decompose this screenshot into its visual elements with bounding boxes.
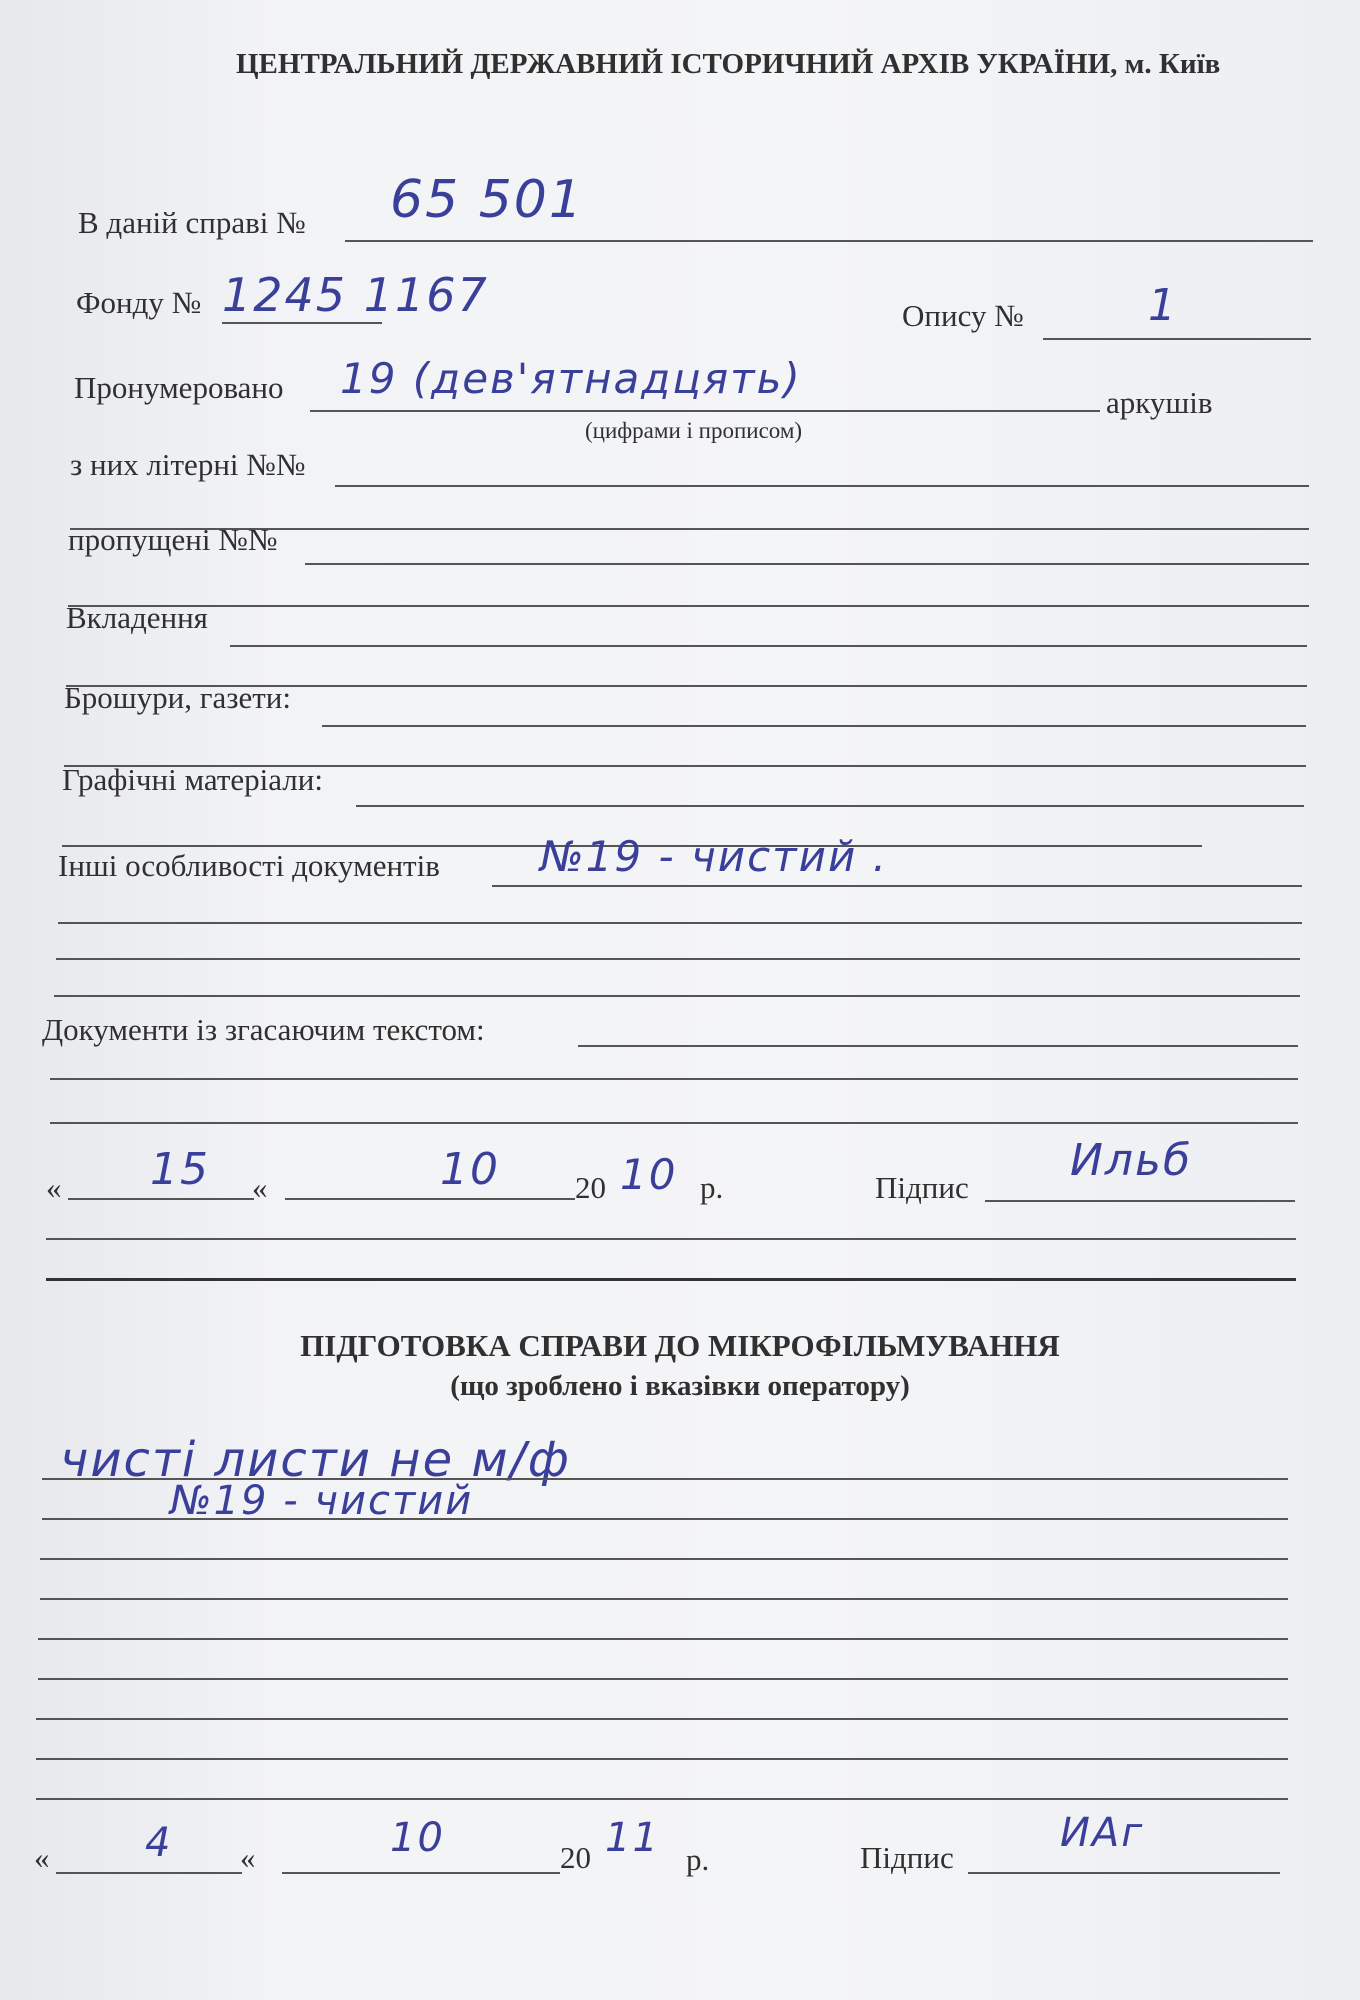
other-features-value: №19 - чистий . (540, 832, 888, 881)
date1-month-value: 10 (440, 1144, 500, 1195)
archive-header: ЦЕНТРАЛЬНИЙ ДЕРЖАВНИЙ ІСТОРИЧНИЙ АРХІВ УКРАЇНИ, м. Київ (236, 48, 1221, 80)
skipped-numbers-line (305, 563, 1309, 565)
fund-number-value: 1245 1167 (222, 268, 489, 322)
microfilm-section-subtitle: (що зроблено і вказівки оператору) (450, 1370, 910, 1402)
other-features-line (492, 885, 1302, 887)
other-features-line-2 (58, 922, 1302, 924)
numbered-label: Пронумеровано (74, 370, 284, 405)
signature2-value: ИАг (1060, 1810, 1145, 1856)
date1-close-quote: « (252, 1170, 268, 1205)
signature2-line (968, 1872, 1280, 1874)
microfilm-line-2 (42, 1518, 1288, 1520)
skipped-numbers-line-2 (68, 605, 1309, 607)
signature2-label: Підпис (860, 1840, 954, 1875)
date2-year-value: 11 (605, 1815, 660, 1861)
other-features-label: Інші особливості документів (58, 848, 440, 883)
date2-close-quote: « (240, 1840, 256, 1875)
date1-bottom-line (46, 1238, 1296, 1240)
case-number-line (345, 240, 1313, 242)
inventory-number-value: 1 (1148, 280, 1178, 331)
fading-text-label: Документи із згасаючим текстом: (42, 1012, 485, 1047)
microfilm-note-line1: чисті листи не м/ф (60, 1432, 571, 1488)
letter-numbers-label: з них літерні №№ (70, 447, 306, 482)
sheets-unit-label: аркушів (1106, 385, 1213, 420)
date2-year-prefix: 20 (560, 1840, 591, 1875)
microfilm-line-6 (38, 1678, 1288, 1680)
other-features-line-4 (54, 995, 1300, 997)
fund-number-label: Фонду № (76, 285, 202, 320)
brochures-line (322, 725, 1306, 727)
microfilm-note-line2: №19 - чистий (170, 1478, 474, 1524)
date1-day-value: 15 (150, 1144, 210, 1195)
signature1-value: Ильб (1070, 1135, 1193, 1186)
case-number-label: В даній справі № (78, 205, 306, 240)
fading-text-line-2 (50, 1078, 1298, 1080)
date1-day-line (68, 1198, 254, 1200)
date2-month-value: 10 (390, 1815, 445, 1861)
graphic-materials-label: Графічні матеріали: (62, 762, 323, 797)
attachments-line (230, 645, 1307, 647)
microfilm-line-4 (40, 1598, 1288, 1600)
date1-year-abbr: р. (700, 1170, 724, 1205)
fading-text-line-3 (50, 1122, 1298, 1124)
fading-text-line (578, 1045, 1298, 1047)
attachments-label: Вкладення (66, 600, 208, 635)
microfilm-line-8 (36, 1758, 1288, 1760)
graphic-materials-line (356, 805, 1304, 807)
date2-month-line (282, 1872, 560, 1874)
date2-day-value: 4 (145, 1820, 173, 1866)
date1-year-value: 10 (620, 1150, 678, 1199)
microfilm-line-7 (36, 1718, 1288, 1720)
numbered-value: 19 (дев'ятнадцять) (340, 354, 802, 403)
numbered-line (310, 410, 1100, 412)
brochures-label: Брошури, газети: (64, 680, 291, 715)
microfilm-line-5 (38, 1638, 1288, 1640)
microfilm-line-1 (42, 1478, 1288, 1480)
date1-open-quote: « (46, 1170, 62, 1205)
date1-year-prefix: 20 (575, 1170, 606, 1205)
microfilm-line-9 (36, 1798, 1288, 1800)
other-features-line-3 (56, 958, 1300, 960)
signature1-line (985, 1200, 1295, 1202)
skipped-numbers-label: пропущені №№ (68, 522, 278, 557)
signature1-label: Підпис (875, 1170, 969, 1205)
date2-open-quote: « (34, 1840, 50, 1875)
case-number-value: 65 501 (390, 170, 584, 230)
date2-year-abbr: р. (686, 1842, 710, 1877)
letter-numbers-line (335, 485, 1309, 487)
inventory-number-label: Опису № (902, 298, 1024, 333)
microfilm-line-3 (40, 1558, 1288, 1560)
date1-month-line (285, 1198, 575, 1200)
section-divider (46, 1278, 1296, 1281)
date2-day-line (56, 1872, 242, 1874)
microfilm-section-title: ПІДГОТОВКА СПРАВИ ДО МІКРОФІЛЬМУВАННЯ (300, 1328, 1060, 1363)
inventory-number-line (1043, 338, 1311, 340)
numbered-hint: (цифрами і прописом) (585, 418, 803, 443)
fund-number-line (222, 322, 382, 324)
